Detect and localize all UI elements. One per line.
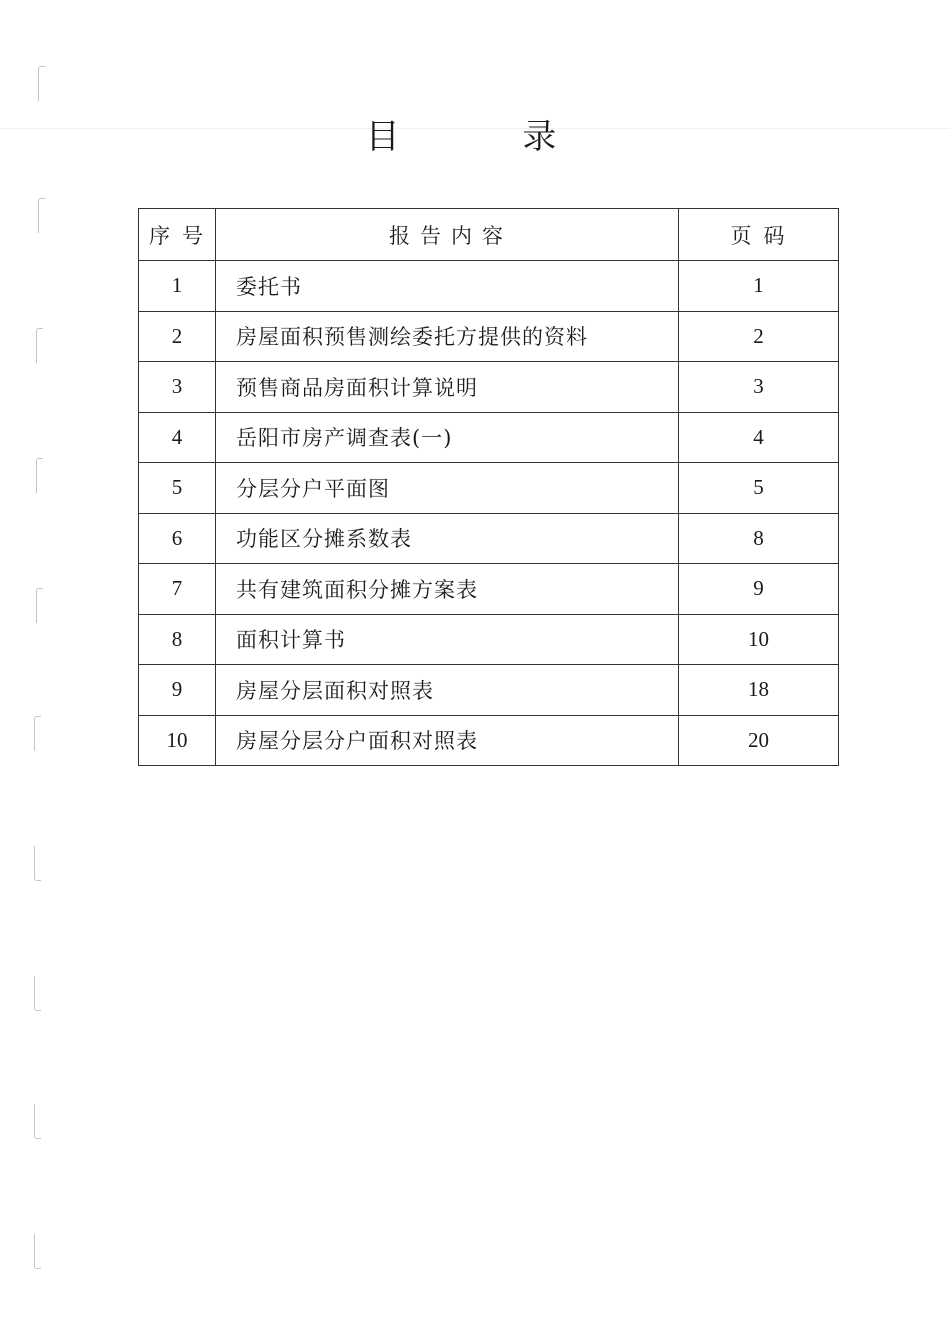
- header-report-content: 报告内容: [216, 209, 679, 261]
- row-page-number: 4: [679, 412, 839, 463]
- row-serial-number: 7: [139, 564, 216, 615]
- header-page-number: 页码: [679, 209, 839, 261]
- row-page-number: 10: [679, 614, 839, 665]
- row-page-number: 9: [679, 564, 839, 615]
- row-serial-number: 1: [139, 261, 216, 312]
- row-content: 房屋分层分户面积对照表: [216, 715, 679, 766]
- binding-hole-mark: [34, 716, 41, 751]
- binding-hole-mark: [38, 66, 45, 101]
- row-content: 面积计算书: [216, 614, 679, 665]
- table-of-contents: [138, 208, 839, 766]
- table-row: [139, 715, 839, 766]
- binding-hole-mark: [34, 846, 41, 881]
- table-row: [139, 412, 839, 463]
- row-serial-number: 2: [139, 311, 216, 362]
- table-row: [139, 311, 839, 362]
- row-page-number: 18: [679, 665, 839, 716]
- row-page-number: 2: [679, 311, 839, 362]
- row-serial-number: 3: [139, 362, 216, 413]
- binding-hole-mark: [38, 198, 45, 233]
- row-content: 委托书: [216, 261, 679, 312]
- row-serial-number: 10: [139, 715, 216, 766]
- row-page-number: 5: [679, 463, 839, 514]
- binding-hole-mark: [36, 458, 43, 493]
- row-serial-number: 4: [139, 412, 216, 463]
- binding-hole-mark: [36, 328, 43, 363]
- table-row: [139, 362, 839, 413]
- row-page-number: 20: [679, 715, 839, 766]
- binding-hole-mark: [34, 1104, 41, 1139]
- row-content: 分层分户平面图: [216, 463, 679, 514]
- table-row: [139, 614, 839, 665]
- table-row: [139, 513, 839, 564]
- row-serial-number: 8: [139, 614, 216, 665]
- table-row: [139, 665, 839, 716]
- row-content: 岳阳市房产调查表(一): [216, 412, 679, 463]
- table-header-row: [139, 209, 839, 261]
- binding-hole-mark: [34, 1234, 41, 1269]
- row-content: 房屋分层面积对照表: [216, 665, 679, 716]
- table-row: [139, 564, 839, 615]
- row-content: 房屋面积预售测绘委托方提供的资料: [216, 311, 679, 362]
- row-page-number: 3: [679, 362, 839, 413]
- row-content: 功能区分摊系数表: [216, 513, 679, 564]
- row-page-number: 1: [679, 261, 839, 312]
- row-serial-number: 5: [139, 463, 216, 514]
- binding-hole-mark: [36, 588, 43, 623]
- table-row: [139, 261, 839, 312]
- row-content: 共有建筑面积分摊方案表: [216, 564, 679, 615]
- row-page-number: 8: [679, 513, 839, 564]
- row-serial-number: 9: [139, 665, 216, 716]
- header-serial-number: 序号: [139, 209, 216, 261]
- row-content: 预售商品房面积计算说明: [216, 362, 679, 413]
- binding-hole-mark: [34, 976, 41, 1011]
- row-serial-number: 6: [139, 513, 216, 564]
- table-row: [139, 463, 839, 514]
- page-title: 目 录: [365, 117, 613, 157]
